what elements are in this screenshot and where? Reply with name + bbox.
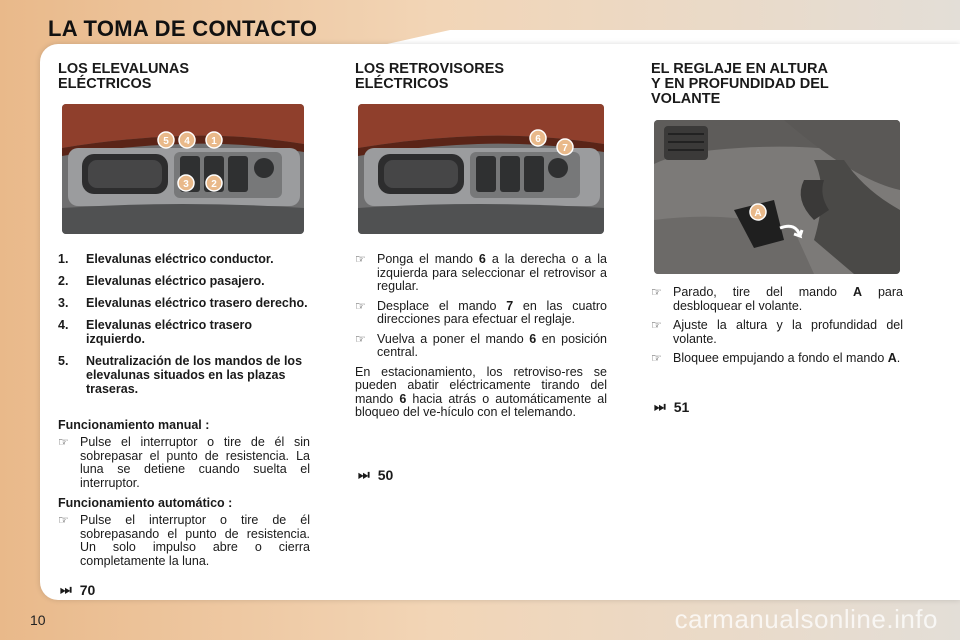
page-reference-arrow-icon: ⏭	[654, 399, 666, 414]
page-title: LA TOMA DE CONTACTO	[48, 16, 318, 41]
retrovisores-body	[355, 253, 607, 420]
page-reference-arrow-icon: ⏭	[60, 582, 72, 597]
mirror-bullet-1: ☞ Ponga el mando 6 a la derecha o a la izquierda para seleccionar el retrovisor a regular.	[355, 252, 608, 293]
elevalunas-list	[58, 252, 312, 404]
marker-4: 4	[184, 136, 190, 147]
elevalunas-operation	[58, 418, 310, 574]
pointing-hand-icon: ☞	[651, 318, 662, 332]
retrovisores-page-ref[interactable]: ⏭ 50	[358, 467, 394, 483]
marker-7: 7	[562, 143, 568, 154]
list-item: 3. Elevalunas eléctrico trasero derecho.	[58, 296, 308, 310]
retrovisores-section-header	[355, 62, 607, 92]
volante-page-ref[interactable]: ⏭ 51	[654, 399, 690, 415]
window-switch-photo	[62, 104, 304, 234]
marker-5: 5	[163, 136, 169, 147]
marker-6: 6	[535, 134, 541, 145]
marker-3: 3	[183, 179, 189, 190]
elevalunas-title: LOS ELEVALUNAS ELÉCTRICOS	[58, 61, 190, 92]
watermark: carmanualsonline.info	[674, 604, 938, 634]
elevalunas-page-ref[interactable]: ⏭ 70	[60, 582, 96, 598]
marker-1: 1	[211, 136, 217, 147]
page-number: 10	[30, 612, 46, 628]
marker-2: 2	[211, 179, 217, 190]
volante-title: EL REGLAJE EN ALTURA Y EN PROFUNDIDAD DEL VOLANTE	[651, 61, 829, 107]
volante-section-header	[651, 62, 903, 107]
pointing-hand-icon: ☞	[355, 331, 366, 346]
wheel-bullet-1: ☞ Parado, tire del mando A para desbloquear el volante.	[651, 285, 903, 313]
list-item: 4. Elevalunas eléctrico trasero izquierdo.	[58, 318, 253, 346]
auto-operation-heading: Funcionamiento automático :	[58, 496, 233, 510]
list-item: 2. Elevalunas eléctrico pasajero.	[58, 274, 265, 288]
volante-body	[651, 286, 903, 372]
steering-column-photo	[654, 120, 900, 274]
pointing-hand-icon: ☞	[355, 298, 366, 313]
list-item: 5. Neutralización de los mandos de los elevalunas situados en las plazas traseras.	[58, 354, 303, 396]
retrovisores-title: LOS RETROVISORES ELÉCTRICOS	[355, 61, 505, 92]
page-reference-arrow-icon: ⏭	[358, 467, 370, 482]
pointing-hand-icon: ☞	[651, 351, 662, 365]
pointing-hand-icon: ☞	[58, 513, 69, 527]
pointing-hand-icon: ☞	[355, 252, 366, 266]
manual-operation-bullet: ☞ Pulse el interruptor o tire de él sin sobrepasar el punto de resistencia. La luna se detiene cuando suelta el interruptor.	[58, 435, 310, 490]
manual-operation-heading: Funcionamiento manual :	[58, 418, 210, 432]
wheel-bullet-3: ☞ Bloquee empujando a fondo el mando A.	[651, 351, 901, 365]
list-item: 1. Elevalunas eléctrico conductor.	[58, 252, 274, 266]
mirror-bullet-3: ☞ Vuelva a poner el mando 6 en posición central.	[355, 331, 607, 359]
mirror-parking-paragraph: En estacionamiento, los retroviso-res se pueden abatir eléctricamente tirando del mando 6 hacia atrás o automáticamente al bloqueo del ve-hículo con el telemando.	[355, 364, 607, 419]
auto-operation-bullet: ☞ Pulse el interruptor o tire de él sobrepasando el punto de resistencia. Un solo impulso abre o cierra completamente la luna.	[58, 513, 310, 568]
mirror-bullet-2: ☞ Desplace el mando 7 en las cuatro direcciones para efectuar el reglaje.	[355, 298, 608, 326]
wheel-bullet-2: ☞ Ajuste la altura y la profundidad del volante.	[651, 318, 903, 346]
pointing-hand-icon: ☞	[58, 435, 69, 449]
marker-a: A	[754, 208, 762, 219]
elevalunas-section-header	[58, 62, 310, 92]
mirror-switch-photo	[358, 104, 604, 234]
pointing-hand-icon: ☞	[651, 285, 662, 299]
